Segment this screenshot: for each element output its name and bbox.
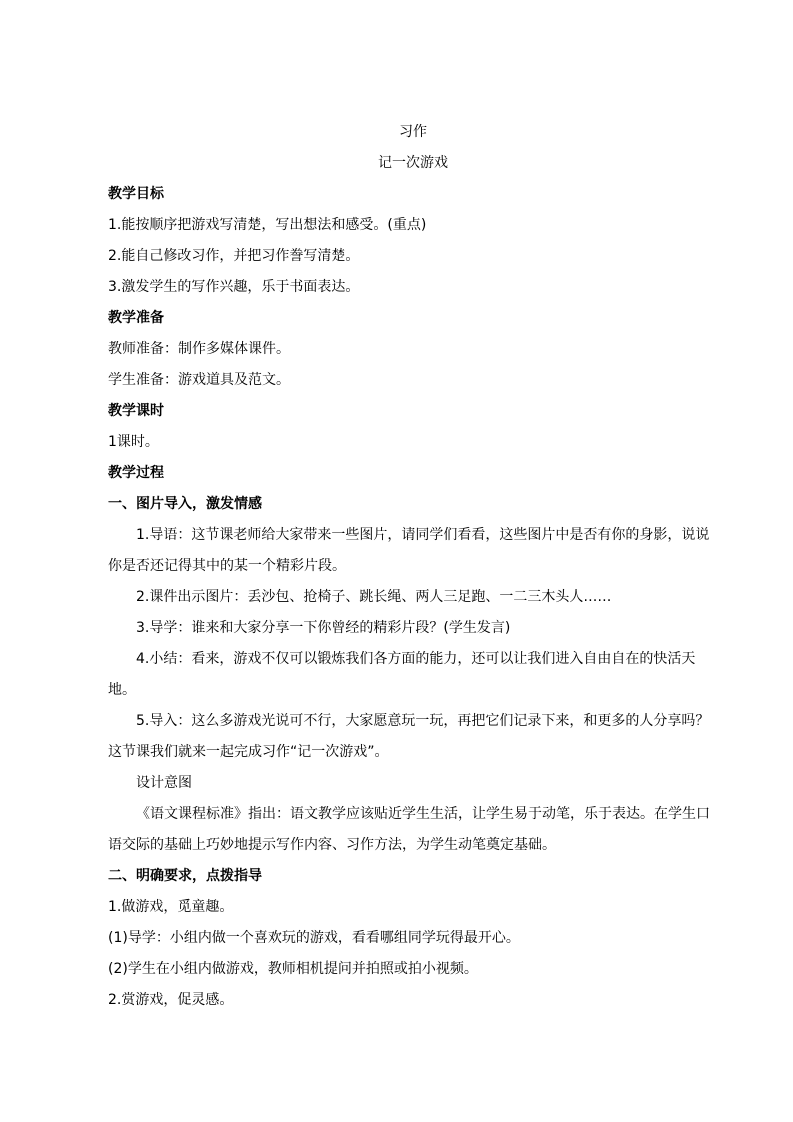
paragraph: (1)导学：小组内做一个喜欢玩的游戏，看看哪组同学玩得最开心。 bbox=[108, 930, 520, 946]
paragraph: (2)学生在小组内做游戏，教师相机提问并拍照或拍小视频。 bbox=[108, 961, 478, 977]
paragraph: 2.赏游戏，促灵感。 bbox=[108, 992, 234, 1008]
paragraph: 教学目标 bbox=[108, 186, 164, 202]
paragraph: 一、图片导入，激发情感 bbox=[108, 496, 262, 512]
paragraph: 1.能按顺序把游戏写清楚，写出想法和感受。(重点) bbox=[108, 217, 427, 233]
paragraph: 二、明确要求，点拨指导 bbox=[108, 868, 262, 884]
paragraph: 2.课件出示图片：丢沙包、抢椅子、跳长绳、两人三足跑、一二三木头人…… bbox=[136, 589, 612, 605]
paragraph: 设计意图 bbox=[136, 775, 192, 791]
paragraph: 教学准备 bbox=[108, 310, 164, 326]
paragraph: 教师准备：制作多媒体课件。 bbox=[108, 341, 290, 357]
paragraph: 1课时。 bbox=[108, 434, 159, 450]
paragraph: 3.激发学生的写作兴趣，乐于书面表达。 bbox=[108, 279, 360, 295]
paragraph: 学生准备：游戏道具及范文。 bbox=[108, 372, 290, 388]
paragraph: 2.能自己修改习作，并把习作誊写清楚。 bbox=[108, 248, 360, 264]
document-subtitle: 记一次游戏 bbox=[378, 155, 448, 171]
paragraph: 《语文课程标准》指出：语文教学应该贴近学生生活，让学生易于动笔，乐于表达。在学生口语交际的基础上巧妙地提示写作内容、习作方法，为学生动笔奠定基础。 bbox=[108, 806, 710, 853]
paragraph: 5.导入：这么多游戏光说可不行，大家愿意玩一玩，再把它们记录下来，和更多的人分享吗？这节课我们就来一起完成习作“记一次游戏”。 bbox=[108, 713, 710, 760]
paragraph: 教学过程 bbox=[108, 465, 164, 481]
paragraph: 4.小结：看来，游戏不仅可以锻炼我们各方面的能力，还可以让我们进入自由自在的快活天地。 bbox=[108, 651, 696, 698]
paragraph: 1.做游戏，觅童趣。 bbox=[108, 899, 234, 915]
paragraph: 教学课时 bbox=[108, 403, 164, 419]
paragraph-list bbox=[108, 179, 718, 1016]
paragraph: 3.导学：谁来和大家分享一下你曾经的精彩片段？(学生发言) bbox=[136, 620, 511, 636]
document-body bbox=[108, 117, 718, 1016]
paragraph: 1.导语：这节课老师给大家带来一些图片，请同学们看看，这些图片中是否有你的身影，说说你是否还记得其中的某一个精彩片段。 bbox=[108, 527, 710, 574]
document-title: 习作 bbox=[399, 124, 427, 140]
